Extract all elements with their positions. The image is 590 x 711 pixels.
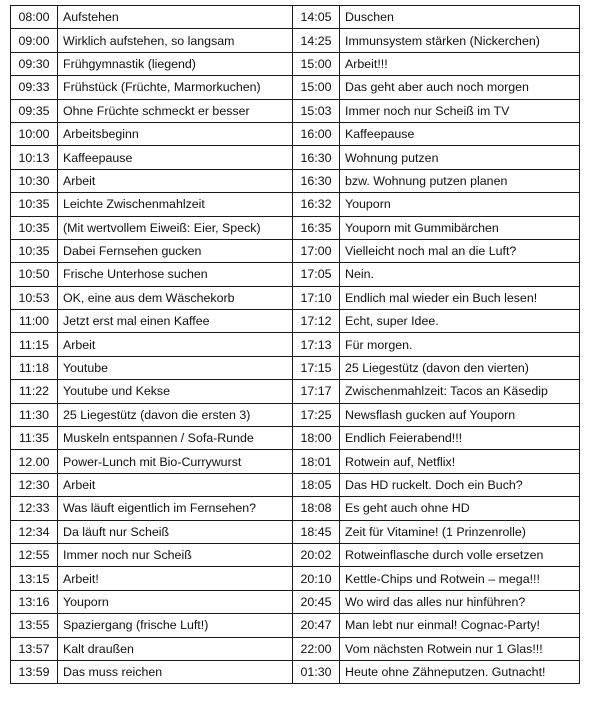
left-activity-cell: OK, eine aus dem Wäschekorb <box>58 286 293 309</box>
right-time-cell: 16:35 <box>293 216 340 239</box>
left-activity-cell: Arbeitsbeginn <box>58 122 293 145</box>
right-time-cell: 16:30 <box>293 146 340 169</box>
left-time-cell: 13:15 <box>11 567 58 590</box>
right-activity-cell: Heute ohne Zähneputzen. Gutnacht! <box>340 660 580 683</box>
left-time-cell: 10:35 <box>11 193 58 216</box>
right-time-cell: 01:30 <box>293 660 340 683</box>
left-activity-cell: 25 Liegestütz (davon die ersten 3) <box>58 403 293 426</box>
right-time-cell: 20:10 <box>293 567 340 590</box>
table-row <box>11 403 580 426</box>
right-activity-cell: Vielleicht noch mal an die Luft? <box>340 239 580 262</box>
left-time-cell: 10:50 <box>11 263 58 286</box>
left-activity-cell: Arbeit <box>58 333 293 356</box>
table-row <box>11 286 580 309</box>
left-activity-cell: Kaffeepause <box>58 146 293 169</box>
right-time-cell: 14:05 <box>293 6 340 29</box>
table-row <box>11 450 580 473</box>
schedule-rows <box>11 6 580 684</box>
left-activity-cell: Arbeit <box>58 169 293 192</box>
right-activity-cell: Endlich mal wieder ein Buch lesen! <box>340 286 580 309</box>
right-time-cell: 17:25 <box>293 403 340 426</box>
left-activity-cell: Muskeln entspannen / Sofa-Runde <box>58 427 293 450</box>
left-time-cell: 10:35 <box>11 239 58 262</box>
right-time-cell: 20:02 <box>293 543 340 566</box>
left-time-cell: 10:30 <box>11 169 58 192</box>
right-time-cell: 18:08 <box>293 497 340 520</box>
right-time-cell: 18:00 <box>293 427 340 450</box>
table-row <box>11 356 580 379</box>
table-row <box>11 567 580 590</box>
left-time-cell: 09:35 <box>11 99 58 122</box>
table-row <box>11 239 580 262</box>
right-activity-cell: Kettle-Chips und Rotwein – mega!!! <box>340 567 580 590</box>
left-activity-cell: Was läuft eigentlich im Fernsehen? <box>58 497 293 520</box>
table-row <box>11 660 580 683</box>
right-time-cell: 17:10 <box>293 286 340 309</box>
right-time-cell: 15:03 <box>293 99 340 122</box>
right-activity-cell: Rotweinflasche durch volle ersetzen <box>340 543 580 566</box>
table-row <box>11 263 580 286</box>
left-time-cell: 13:16 <box>11 590 58 613</box>
left-time-cell: 10:53 <box>11 286 58 309</box>
left-time-cell: 09:33 <box>11 76 58 99</box>
table-row <box>11 310 580 333</box>
left-activity-cell: Ohne Früchte schmeckt er besser <box>58 99 293 122</box>
right-time-cell: 20:47 <box>293 614 340 637</box>
schedule-table <box>10 5 580 684</box>
right-time-cell: 17:00 <box>293 239 340 262</box>
right-activity-cell: Wo wird das alles nur hinführen? <box>340 590 580 613</box>
left-activity-cell: Youtube <box>58 356 293 379</box>
right-time-cell: 17:13 <box>293 333 340 356</box>
right-time-cell: 16:32 <box>293 193 340 216</box>
left-activity-cell: Arbeit <box>58 473 293 496</box>
right-activity-cell: Echt, super Idee. <box>340 310 580 333</box>
left-time-cell: 11:35 <box>11 427 58 450</box>
right-activity-cell: Arbeit!!! <box>340 52 580 75</box>
table-row <box>11 29 580 52</box>
right-time-cell: 16:00 <box>293 122 340 145</box>
table-row <box>11 520 580 543</box>
left-time-cell: 12:30 <box>11 473 58 496</box>
table-row <box>11 76 580 99</box>
left-activity-cell: Frühgymnastik (liegend) <box>58 52 293 75</box>
left-time-cell: 11:15 <box>11 333 58 356</box>
left-time-cell: 09:00 <box>11 29 58 52</box>
table-row <box>11 52 580 75</box>
left-time-cell: 11:18 <box>11 356 58 379</box>
left-time-cell: 10:35 <box>11 216 58 239</box>
right-activity-cell: Rotwein auf, Netflix! <box>340 450 580 473</box>
left-activity-cell: Jetzt erst mal einen Kaffee <box>58 310 293 333</box>
table-row <box>11 543 580 566</box>
left-activity-cell: Wirklich aufstehen, so langsam <box>58 29 293 52</box>
right-time-cell: 20:45 <box>293 590 340 613</box>
left-time-cell: 09:30 <box>11 52 58 75</box>
right-time-cell: 15:00 <box>293 52 340 75</box>
right-activity-cell: Newsflash gucken auf Youporn <box>340 403 580 426</box>
right-activity-cell: 25 Liegestütz (davon den vierten) <box>340 356 580 379</box>
right-activity-cell: Für morgen. <box>340 333 580 356</box>
right-activity-cell: Nein. <box>340 263 580 286</box>
left-activity-cell: Frische Unterhose suchen <box>58 263 293 286</box>
right-activity-cell: Das geht aber auch noch morgen <box>340 76 580 99</box>
left-activity-cell: Spaziergang (frische Luft!) <box>58 614 293 637</box>
left-activity-cell: Kalt draußen <box>58 637 293 660</box>
left-time-cell: 12.00 <box>11 450 58 473</box>
left-activity-cell: Aufstehen <box>58 6 293 29</box>
left-time-cell: 11:00 <box>11 310 58 333</box>
right-time-cell: 16:30 <box>293 169 340 192</box>
left-time-cell: 12:34 <box>11 520 58 543</box>
table-row <box>11 169 580 192</box>
table-row <box>11 380 580 403</box>
left-activity-cell: Immer noch nur Scheiß <box>58 543 293 566</box>
table-row <box>11 614 580 637</box>
right-activity-cell: Zwischenmahlzeit: Tacos an Käsedip <box>340 380 580 403</box>
right-time-cell: 17:17 <box>293 380 340 403</box>
right-time-cell: 17:05 <box>293 263 340 286</box>
right-time-cell: 17:12 <box>293 310 340 333</box>
right-activity-cell: Man lebt nur einmal! Cognac-Party! <box>340 614 580 637</box>
right-activity-cell: Immer noch nur Scheiß im TV <box>340 99 580 122</box>
left-time-cell: 12:55 <box>11 543 58 566</box>
left-time-cell: 10:13 <box>11 146 58 169</box>
left-time-cell: 13:57 <box>11 637 58 660</box>
table-row <box>11 637 580 660</box>
right-activity-cell: Endlich Feierabend!!! <box>340 427 580 450</box>
table-row <box>11 333 580 356</box>
left-time-cell: 13:55 <box>11 614 58 637</box>
right-time-cell: 18:45 <box>293 520 340 543</box>
left-activity-cell: Frühstück (Früchte, Marmorkuchen) <box>58 76 293 99</box>
right-activity-cell: Wohnung putzen <box>340 146 580 169</box>
left-time-cell: 11:22 <box>11 380 58 403</box>
left-activity-cell: Youporn <box>58 590 293 613</box>
right-activity-cell: Vom nächsten Rotwein nur 1 Glas!!! <box>340 637 580 660</box>
left-activity-cell: Da läuft nur Scheiß <box>58 520 293 543</box>
table-row <box>11 193 580 216</box>
left-time-cell: 10:00 <box>11 122 58 145</box>
left-activity-cell: Power-Lunch mit Bio-Currywurst <box>58 450 293 473</box>
left-time-cell: 12:33 <box>11 497 58 520</box>
table-row <box>11 99 580 122</box>
left-activity-cell: Leichte Zwischenmahlzeit <box>58 193 293 216</box>
table-row <box>11 6 580 29</box>
table-row <box>11 122 580 145</box>
table-row <box>11 473 580 496</box>
right-time-cell: 18:01 <box>293 450 340 473</box>
left-activity-cell: Das muss reichen <box>58 660 293 683</box>
right-time-cell: 17:15 <box>293 356 340 379</box>
table-row <box>11 146 580 169</box>
right-activity-cell: Youporn <box>340 193 580 216</box>
right-activity-cell: bzw. Wohnung putzen planen <box>340 169 580 192</box>
right-time-cell: 15:00 <box>293 76 340 99</box>
left-activity-cell: Arbeit! <box>58 567 293 590</box>
right-activity-cell: Das HD ruckelt. Doch ein Buch? <box>340 473 580 496</box>
right-activity-cell: Zeit für Vitamine! (1 Prinzenrolle) <box>340 520 580 543</box>
right-time-cell: 18:05 <box>293 473 340 496</box>
left-time-cell: 08:00 <box>11 6 58 29</box>
right-activity-cell: Es geht auch ohne HD <box>340 497 580 520</box>
table-row <box>11 590 580 613</box>
right-activity-cell: Kaffeepause <box>340 122 580 145</box>
left-time-cell: 13:59 <box>11 660 58 683</box>
left-activity-cell: (Mit wertvollem Eiweiß: Eier, Speck) <box>58 216 293 239</box>
table-row <box>11 216 580 239</box>
left-activity-cell: Dabei Fernsehen gucken <box>58 239 293 262</box>
right-activity-cell: Duschen <box>340 6 580 29</box>
right-activity-cell: Immunsystem stärken (Nickerchen) <box>340 29 580 52</box>
right-time-cell: 14:25 <box>293 29 340 52</box>
left-time-cell: 11:30 <box>11 403 58 426</box>
right-activity-cell: Youporn mit Gummibärchen <box>340 216 580 239</box>
right-time-cell: 22:00 <box>293 637 340 660</box>
left-activity-cell: Youtube und Kekse <box>58 380 293 403</box>
table-row <box>11 497 580 520</box>
table-row <box>11 427 580 450</box>
